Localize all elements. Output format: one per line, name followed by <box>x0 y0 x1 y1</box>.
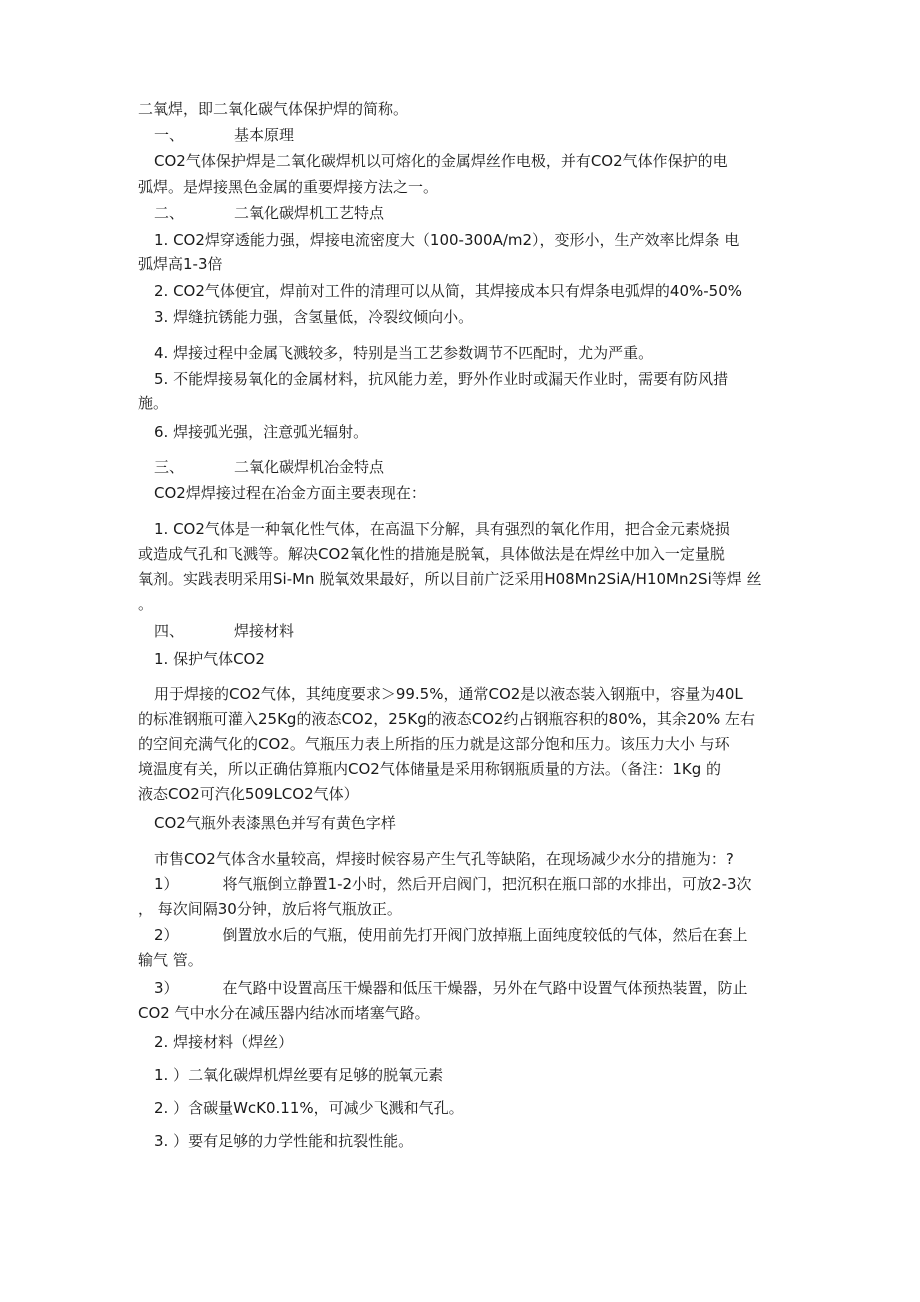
section-3-number: 三、 <box>154 458 185 476</box>
section-4-paragraph-line-1: 用于焊接的CO2气体，其纯度要求＞99.5%，通常CO2是以液态装入钢瓶中，容量为40L <box>154 685 743 703</box>
section-4-heading <box>154 620 806 642</box>
section-2-heading <box>154 202 806 224</box>
wire-requirement-3: 3. ）要有足够的力学性能和抗裂性能。 <box>154 1132 414 1150</box>
measure-2-number: 2） <box>154 926 179 944</box>
wire-requirement-2: 2. ）含碳量WcK0.11%，可减少飞溅和气孔。 <box>154 1099 464 1117</box>
section-2-item-6: 6. 焊接弧光强，注意弧光辐射。 <box>154 423 369 441</box>
section-4-cylinder-note: CO2气瓶外表漆黑色并写有黄色字样 <box>154 814 396 832</box>
section-3-item-1-line-3: 氧剂。实践表明采用Si-Mn 脱氧效果最好，所以目前广泛采用H08Mn2SiA/H10Mn2Si等焊 丝 <box>138 570 762 588</box>
section-4-paragraph-line-4: 境温度有关，所以正确估算瓶内CO2气体储量是采用称钢瓶质量的方法。（备注：1Kg 的 <box>138 760 721 778</box>
measure-2-text: 倒置放水后的气瓶，使用前先打开阀门放掉瓶上面纯度较低的气体，然后在套上 <box>222 926 748 944</box>
measure-2-line-2: 输气 管。 <box>138 951 203 969</box>
section-2-title: 二氧化碳焊机工艺特点 <box>234 204 385 222</box>
measure-1-line-2: ， 每次间隔30分钟，放后将气瓶放正。 <box>138 900 402 918</box>
section-2-item-4: 4. 焊接过程中金属飞溅较多，特别是当工艺参数调节不匹配时，尤为严重。 <box>154 344 654 362</box>
section-1-paragraph-line-2: 弧焊。是焊接黑色金属的重要焊接方法之一。 <box>138 178 439 196</box>
intro-paragraph: 二氧焊，即二氧化碳气体保护焊的简称。 <box>138 100 409 118</box>
section-3-title: 二氧化碳焊机冶金特点 <box>234 458 385 476</box>
measure-2-line-1 <box>154 924 790 946</box>
section-2-item-1-line-1: 1. CO2焊穿透能力强，焊接电流密度大（100-300A/m2），变形小，生产效率比焊条 电 <box>154 231 740 249</box>
section-1-paragraph-line-1: CO2气体保护焊是二氧化碳焊机以可熔化的金属焊丝作电极，并有CO2气体作保护的电 <box>154 152 728 170</box>
measure-1-number: 1） <box>154 875 179 893</box>
measure-1-line-1 <box>154 873 790 895</box>
measure-1-text: 将气瓶倒立静置1-2小时，然后开启阀门，把沉积在瓶口部的水排出，可放2-3次 <box>222 875 752 893</box>
section-3-lead: CO2焊焊接过程在冶金方面主要表现在： <box>154 484 426 502</box>
section-4-title: 焊接材料 <box>234 622 295 640</box>
section-3-item-1-line-4: 。 <box>138 595 154 613</box>
section-4-sub-2: 2. 焊接材料（焊丝） <box>154 1033 294 1051</box>
section-2-item-5-line-1: 5. 不能焊接易氧化的金属材料，抗风能力差，野外作业时或漏天作业时，需要有防风措 <box>154 370 729 388</box>
measure-3-line-2: CO2 气中水分在减压器内结冰而堵塞气路。 <box>138 1004 430 1022</box>
section-2-item-3: 3. 焊缝抗锈能力强，含氢量低，冷裂纹倾向小。 <box>154 308 474 326</box>
section-2-item-2: 2. CO2气体便宜，焊前对工件的清理可以从简，其焊接成本只有焊条电弧焊的40%-50% <box>154 282 742 300</box>
section-1-title: 基本原理 <box>234 126 295 144</box>
section-2-item-1-line-2: 弧焊高1-3倍 <box>138 255 223 273</box>
section-4-sub-1: 1. 保护气体CO2 <box>154 650 265 668</box>
section-4-paragraph-line-3: 的空间充满气化的CO2。气瓶压力表上所指的压力就是这部分饱和压力。该压力大小 与环 <box>138 735 730 753</box>
measure-3-line-1 <box>154 977 790 999</box>
wire-requirement-1: 1. ）二氧化碳焊机焊丝要有足够的脱氧元素 <box>154 1066 444 1084</box>
section-4-moisture-intro: 市售CO2气体含水量较高，焊接时候容易产生气孔等缺陷，在现场减少水分的措施为：? <box>154 850 734 868</box>
measure-3-number: 3） <box>154 979 179 997</box>
section-3-item-1-line-2: 或造成气孔和飞溅等。解决CO2氧化性的措施是脱氧，具体做法是在焊丝中加入一定量脱 <box>138 545 725 563</box>
section-3-heading <box>154 456 806 478</box>
section-2-item-5-line-2: 施。 <box>138 394 169 412</box>
section-1-number: 一、 <box>154 126 185 144</box>
section-4-number: 四、 <box>154 622 185 640</box>
measure-3-text: 在气路中设置高压干燥器和低压干燥器，另外在气路中设置气体预热装置，防止 <box>222 979 748 997</box>
section-1-heading <box>154 124 806 146</box>
section-2-number: 二、 <box>154 204 185 222</box>
section-3-item-1-line-1: 1. CO2气体是一种氧化性气体，在高温下分解，具有强烈的氧化作用，把合金元素烧损 <box>154 520 730 538</box>
section-4-paragraph-line-2: 的标准钢瓶可灌入25Kg的液态CO2，25Kg的液态CO2约占钢瓶容积的80%，其余20% 左右 <box>138 710 755 728</box>
section-4-paragraph-line-5: 液态CO2可汽化509LCO2气体） <box>138 785 359 803</box>
